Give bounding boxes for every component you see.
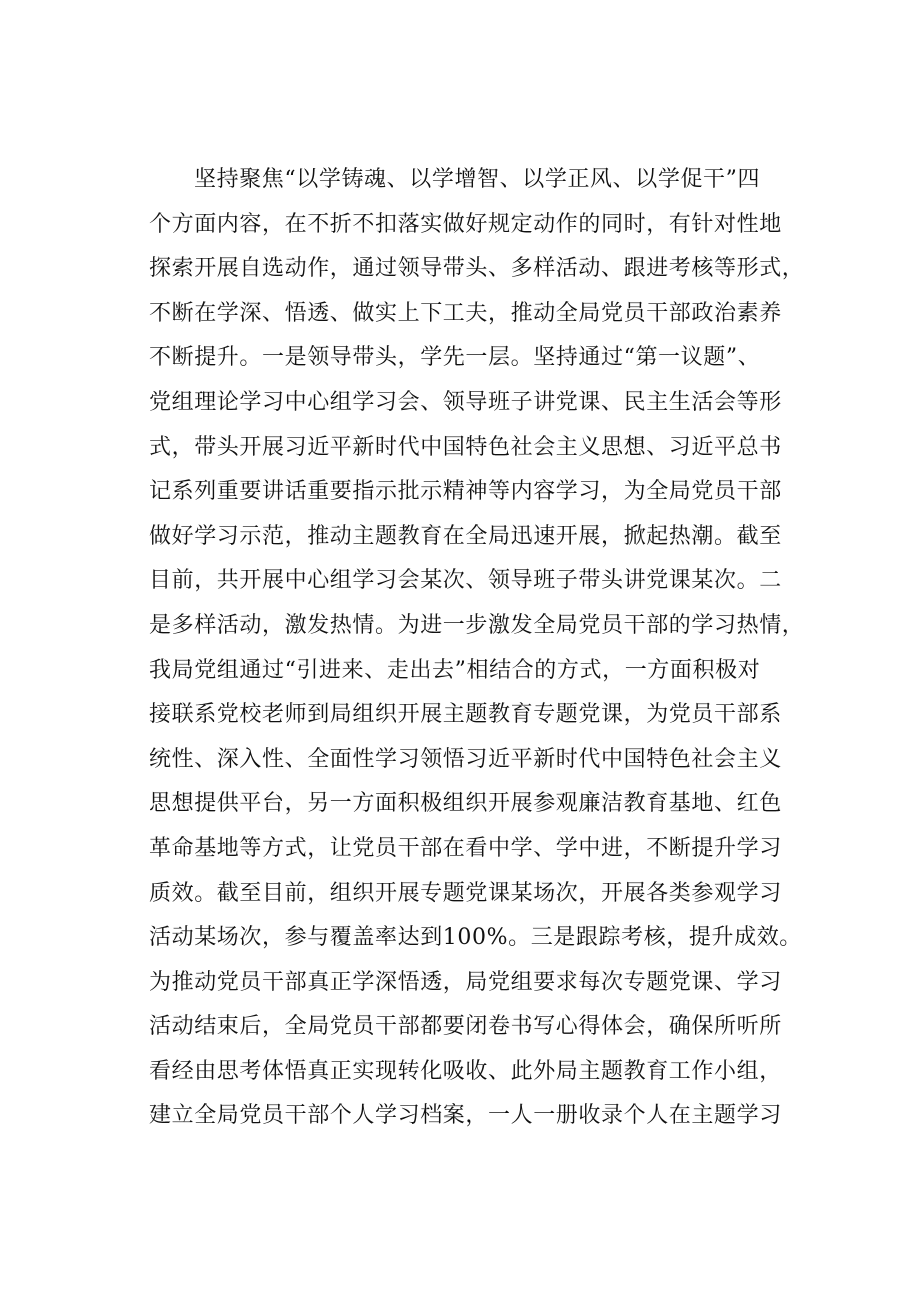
text-line: 活动某场次，参与覆盖率达到100%。三是跟踪考核，提升成效。 [149,925,802,951]
text-line: 统性、深入性、全面性学习领悟习近平新时代中国特色社会主义 [149,746,782,772]
text-line: 坚持聚焦“以学铸魂、以学增智、以学正风、以学促干”四 [194,167,761,192]
text-line: 质效。截至目前，组织开展专题党课某场次，开展各类参观学习 [149,880,782,906]
text-line: 建立全局党员干部个人学习档案，一人一册收录个人在主题学习 [149,1103,782,1129]
text-line: 活动结束后，全局党员干部都要闭卷书写心得体会，确保所听所 [149,1014,782,1040]
body-paragraph [149,158,809,1139]
text-line: 革命基地等方式，让党员干部在看中学、学中进，不断提升学习 [149,835,782,861]
text-line: 不断在学深、悟透、做实上下工夫，推动全局党员干部政治素养 [149,300,782,326]
text-line: 式，带头开展习近平新时代中国特色社会主义思想、习近平总书 [149,434,782,460]
text-line: 看经由思考体悟真正实现转化吸收、此外局主题教育工作小组， [149,1058,782,1084]
text-line: 目前，共开展中心组学习会某次、领导班子带头讲党课某次。二 [149,568,782,594]
text-line: 我局党组通过“引进来、走出去”相结合的方式，一方面积极对 [149,657,761,683]
text-line: 个方面内容，在不折不扣落实做好规定动作的同时，有针对性地 [149,211,782,237]
text-line: 党组理论学习中心组学习会、领导班子讲党课、民主生活会等形 [149,389,782,415]
text-line: 是多样活动，激发热情。为进一步激发全局党员干部的学习热情， [149,612,805,638]
text-line: 探索开展自选动作，通过领导带头、多样活动、跟进考核等形式， [149,256,805,282]
text-line: 记系列重要讲话重要指示批示精神等内容学习，为全局党员干部 [149,479,782,505]
text-line: 做好学习示范，推动主题教育在全局迅速开展，掀起热潮。截至 [149,523,782,549]
text-line: 不断提升。一是领导带头，学先一层。坚持通过“第一议题”、 [149,345,761,371]
text-line: 为推动党员干部真正学深悟透，局党组要求每次专题党课、学习 [149,969,782,995]
text-line: 接联系党校老师到局组织开展主题教育专题党课，为党员干部系 [149,702,782,728]
text-line: 思想提供平台，另一方面积极组织开展参观廉洁教育基地、红色 [149,791,782,817]
